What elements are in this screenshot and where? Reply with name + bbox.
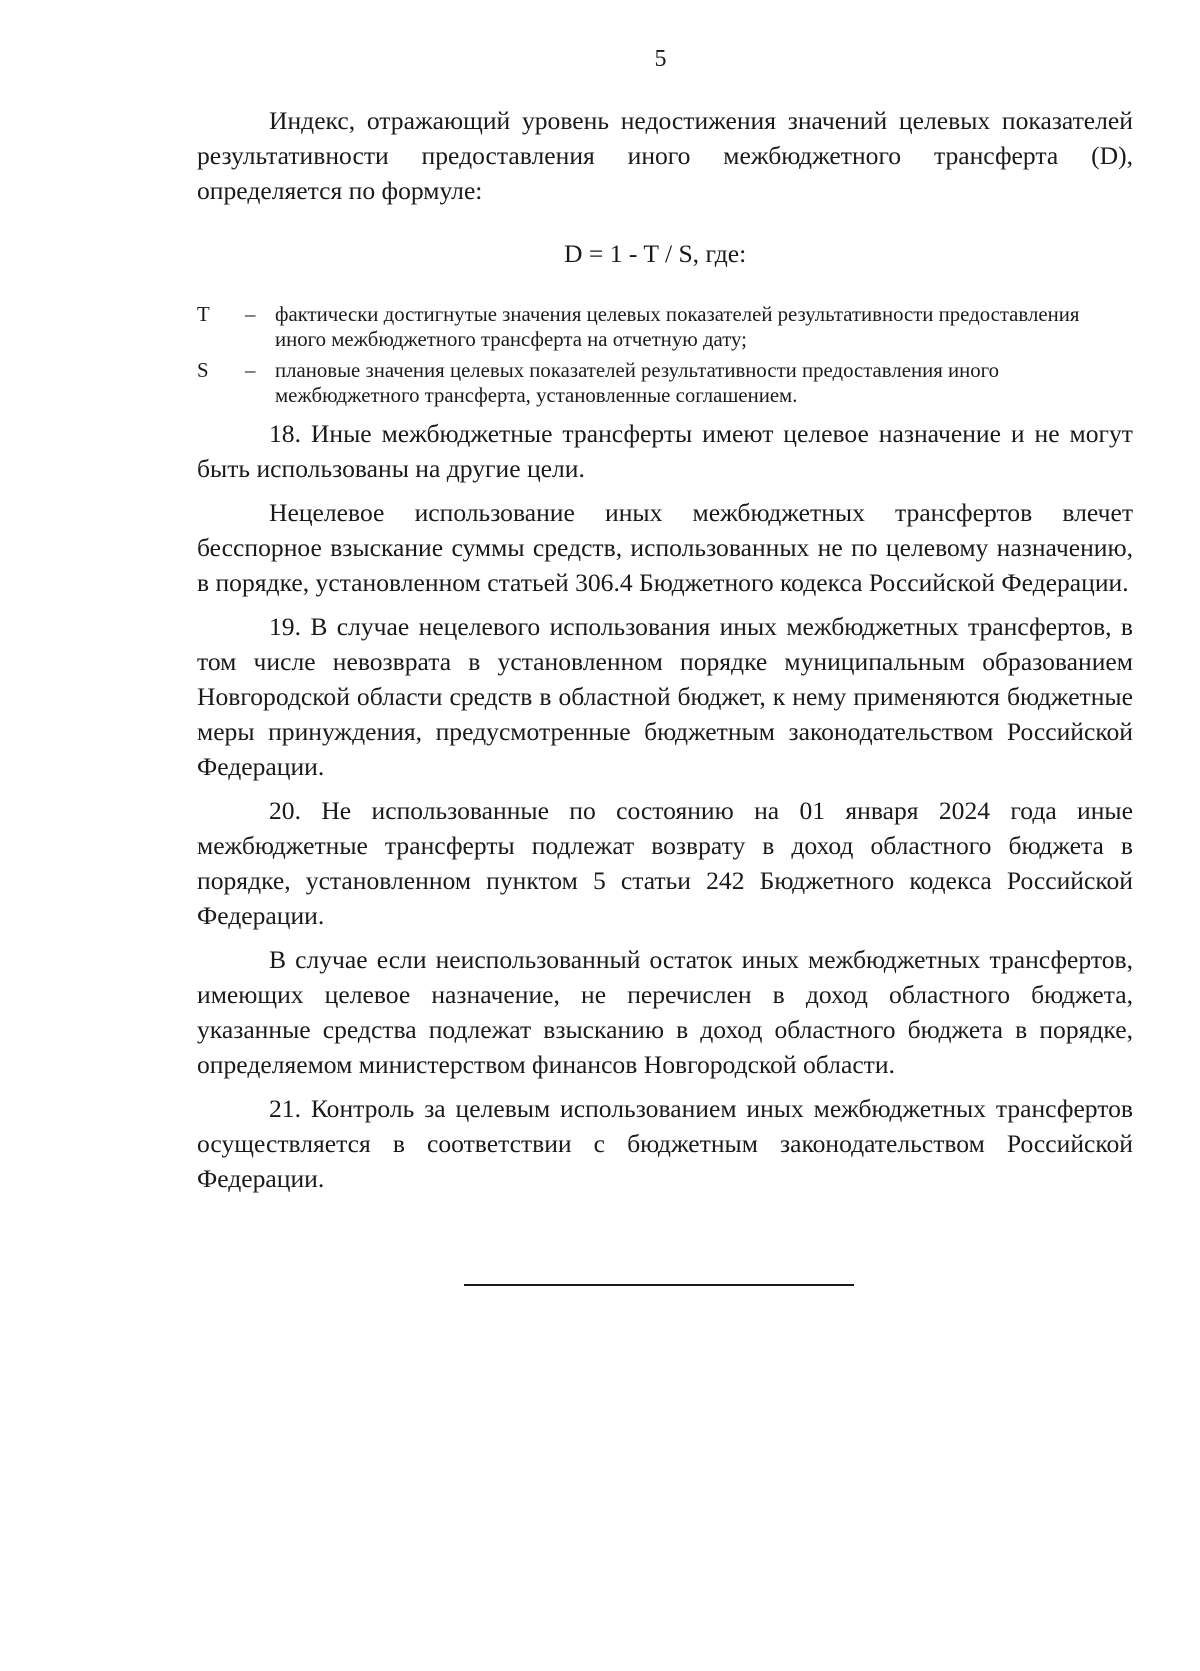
definition-text: плановые значения целевых показателей результативности предоставления иного межбюджетного трансферта, установленные соглашением.	[275, 359, 1000, 407]
paragraph-19: 19. В случае нецелевого использования иных межбюджетных трансфертов, в том числе невозврата в установленном порядке муниципальным образованием Новгородской области средств в областной бюджет, к нему применяются бюджетные меры принуждения, предусмотренные бюджетным законодательством Российской Федерации.	[197, 612, 1133, 781]
definition-t	[197, 302, 1133, 352]
intro-paragraph: Индекс, отражающий уровень недостижения значений целевых показателей результативности предоставления иного межбюджетного трансферта (D), определяется по формуле:	[197, 106, 1133, 205]
definition-text: фактически достигнутые значения целевых показателей результативности предоставления иного межбюджетного трансферта на отчетную дату;	[275, 303, 1080, 351]
definition-symbol: S	[197, 359, 209, 382]
paragraph-18: 18. Иные межбюджетные трансферты имеют целевое назначение и не могут быть использованы на другие цели.	[197, 419, 1133, 483]
definition-dash: –	[245, 303, 256, 326]
definition-dash: –	[245, 359, 256, 382]
formula-definitions	[197, 302, 1133, 408]
end-rule	[464, 1284, 854, 1286]
paragraph-misuse: Нецелевое использование иных межбюджетных трансфертов влечет бесспорное взыскание суммы средств, использованных не по целевому назначению, в порядке, установленном статьей 306.4 Бюджетного кодекса Российской Федерации.	[197, 498, 1133, 597]
definition-symbol: T	[197, 303, 210, 326]
document-body	[197, 103, 1133, 1196]
paragraph-20: 20. Не использованные по состоянию на 01 января 2024 года иные межбюджетные трансферты подлежат возврату в доход областного бюджета в порядке, установленном пунктом 5 статьи 242 Бюджетного кодекса Российской Федерации.	[197, 796, 1133, 930]
definition-s	[197, 358, 1133, 408]
paragraph-21: 21. Контроль за целевым использованием иных межбюджетных трансфертов осуществляется в соответствии с бюджетным законодательством Российской Федерации.	[197, 1094, 1133, 1193]
formula: D = 1 - T / S, где:	[564, 239, 747, 268]
paragraph-remainder: В случае если неиспользованный остаток иных межбюджетных трансфертов, имеющих целевое назначение, не перечислен в доход областного бюджета, указанные средства подлежат взысканию в доход областного бюджета в порядке, определяемом министерством финансов Новгородской области.	[197, 945, 1133, 1079]
page-number: 5	[654, 46, 667, 72]
